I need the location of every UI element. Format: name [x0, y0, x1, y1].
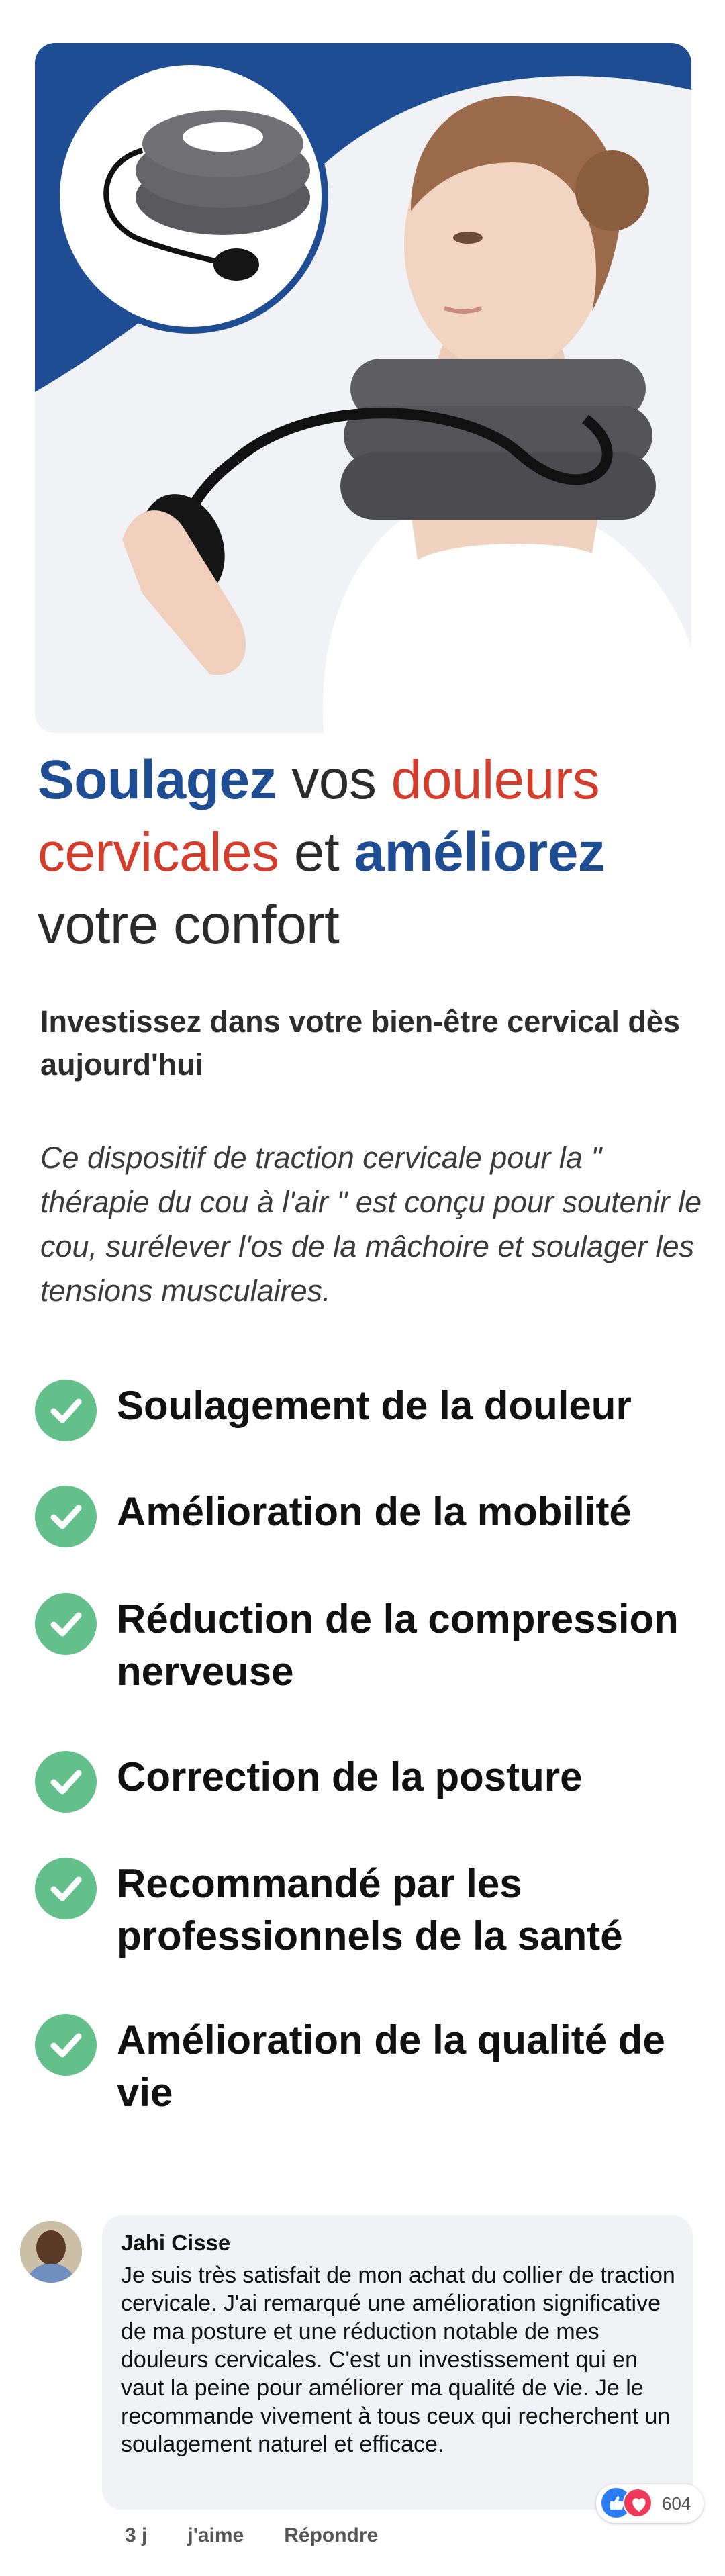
check-icon [35, 1593, 97, 1655]
check-icon [35, 1486, 97, 1547]
hero-product-image [35, 43, 691, 733]
like-link[interactable]: j'aime [187, 2524, 244, 2546]
comment-author[interactable]: Jahi Cisse [121, 2230, 231, 2255]
subtitle: Investissez dans votre bien-être cervical dès aujourd'hui [40, 1004, 680, 1082]
page-headline [38, 744, 702, 961]
product-description: Ce dispositif de traction cervicale pour la " thérapie du cou à l'air " est conçu pour soutenir le cou, surélever l'os de la mâchoire et soulager les tensions musculaires. [40, 1141, 702, 1308]
benefit-label: Amélioration de la mobilité [117, 1489, 632, 1534]
comment-time: 3 j [125, 2524, 148, 2546]
avatar[interactable] [20, 2221, 82, 2283]
headline-et: et [279, 822, 354, 883]
reaction-summary[interactable] [596, 2484, 704, 2523]
headline-soulagez: Soulagez [38, 749, 277, 810]
benefit-label: Amélioration de la qualité de vie [117, 2017, 665, 2115]
comment-text: Je suis très satisfait de mon achat du collier de traction cervicale. J'ai remarqué une amélioration significative de ma posture et une réduction notable de mes douleurs cervicales. C'est un investissement qui en vaut la peine pour améliorer ma qualité de vie. Je le recommande vivement à tous ceux qui recherchent un soulagement naturel et efficace. [121, 2262, 675, 2457]
headline-ameliorez: améliorez [354, 822, 606, 883]
benefit-label: Réduction de la compression nerveuse [117, 1596, 679, 1694]
comment-actions [125, 2524, 418, 2547]
check-icon [35, 1751, 97, 1813]
benefit-label: Soulagement de la douleur [117, 1383, 632, 1428]
headline-douleurs: douleurs cervicales [38, 749, 600, 883]
check-icon [35, 1858, 97, 1919]
comment-bubble [102, 2215, 693, 2510]
check-icon [35, 1380, 97, 1441]
love-icon [623, 2488, 652, 2518]
check-icon [35, 2014, 97, 2076]
headline-vos: vos [276, 749, 391, 810]
reaction-count: 604 [662, 2493, 691, 2514]
benefit-label: Correction de la posture [117, 1754, 583, 1799]
reply-link[interactable]: Répondre [284, 2524, 379, 2546]
benefit-label: Recommandé par les professionnels de la santé [117, 1861, 623, 1958]
headline-confort: votre confort [38, 894, 340, 955]
